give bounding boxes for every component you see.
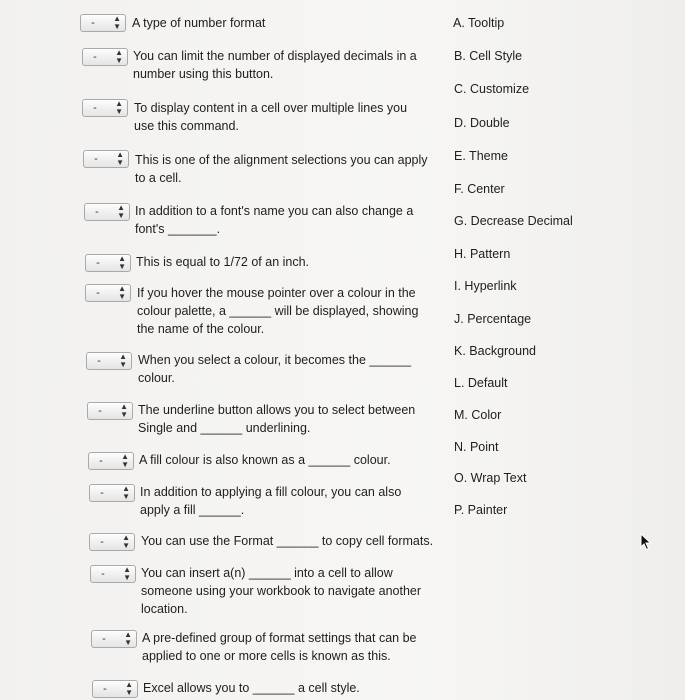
question-text: You can use the Format ______ to copy cell formats.: [141, 534, 434, 548]
answer-select[interactable]: - ▲ ▼: [83, 150, 129, 168]
updown-arrow-icon: ▲ ▼: [116, 150, 124, 167]
updown-arrow-icon: ▲ ▼: [115, 99, 123, 116]
option-item: L. Default: [454, 376, 508, 390]
mouse-cursor-icon: [640, 533, 652, 556]
updown-arrow-icon: ▲ ▼: [122, 533, 130, 550]
updown-arrow-icon: ▲ ▼: [125, 680, 133, 697]
option-item: K. Background: [454, 344, 536, 358]
answer-select[interactable]: - ▲ ▼: [89, 484, 135, 502]
updown-arrow-icon: ▲ ▼: [121, 452, 129, 469]
updown-arrow-icon: ▲ ▼: [118, 284, 126, 301]
option-item: E. Theme: [454, 149, 508, 163]
option-item: P. Painter: [454, 503, 508, 517]
option-item: I. Hyperlink: [454, 279, 517, 293]
question-text: A pre-defined group of format settings that can be applied to one or more cells is known as this.: [142, 631, 417, 663]
answer-select[interactable]: - ▲ ▼: [91, 630, 137, 648]
answer-select[interactable]: - ▲ ▼: [80, 14, 126, 32]
option-item: J. Percentage: [454, 312, 532, 326]
updown-arrow-icon: ▲ ▼: [119, 352, 127, 369]
option-item: G. Decrease Decimal: [454, 214, 573, 228]
option-item: F. Center: [454, 182, 505, 196]
question-text: To display content in a cell over multiple lines you use this command.: [134, 101, 408, 133]
option-item: O. Wrap Text: [454, 471, 527, 485]
question-text: You can limit the number of displayed decimals in a number using this button.: [133, 49, 417, 81]
option-item: C. Customize: [454, 82, 530, 96]
question-text: The underline button allows you to select between Single and ______ underlining.: [138, 403, 416, 435]
question-text: When you select a colour, it becomes the ______ colour.: [138, 353, 412, 385]
question-text: This is one of the alignment selections you can apply to a cell.: [135, 153, 428, 185]
option-item: D. Double: [454, 116, 510, 130]
question-text: This is equal to 1/72 of an inch.: [136, 255, 310, 269]
option-item: H. Pattern: [454, 247, 511, 261]
answer-select[interactable]: - ▲ ▼: [82, 48, 128, 66]
option-item: A. Tooltip: [453, 16, 505, 30]
updown-arrow-icon: ▲ ▼: [124, 630, 132, 647]
answer-select[interactable]: - ▲ ▼: [84, 203, 130, 221]
answer-select[interactable]: - ▲ ▼: [85, 254, 131, 272]
answer-select[interactable]: - ▲ ▼: [86, 352, 132, 370]
answer-select[interactable]: - ▲ ▼: [88, 452, 134, 470]
updown-arrow-icon: ▲ ▼: [118, 254, 126, 271]
question-text: A type of number format: [132, 16, 266, 30]
option-item: N. Point: [454, 440, 499, 454]
answer-select[interactable]: - ▲ ▼: [89, 533, 135, 551]
updown-arrow-icon: ▲ ▼: [113, 14, 121, 31]
question-text: Excel allows you to ______ a cell style.: [143, 681, 360, 695]
question-text: In addition to a font's name you can also change a font's _______.: [135, 204, 414, 236]
question-text: A fill colour is also known as a ______ colour.: [139, 453, 391, 467]
question-text: In addition to applying a fill colour, you can also apply a fill ______.: [140, 485, 402, 517]
updown-arrow-icon: ▲ ▼: [122, 484, 130, 501]
updown-arrow-icon: ▲ ▼: [123, 565, 131, 582]
question-text: You can insert a(n) ______ into a cell to allow someone using your workbook to navigate another location.: [141, 566, 422, 616]
updown-arrow-icon: ▲ ▼: [115, 48, 123, 65]
answer-select[interactable]: - ▲ ▼: [87, 402, 133, 420]
option-item: M. Color: [454, 408, 502, 422]
answer-select[interactable]: - ▲ ▼: [82, 99, 128, 117]
updown-arrow-icon: ▲ ▼: [120, 402, 128, 419]
question-text: If you hover the mouse pointer over a colour in the colour palette, a ______ will be displayed, showing the name of the colour.: [137, 286, 419, 336]
option-item: B. Cell Style: [454, 49, 523, 63]
updown-arrow-icon: ▲ ▼: [117, 203, 125, 220]
answer-select[interactable]: - ▲ ▼: [92, 680, 138, 698]
answer-select[interactable]: - ▲ ▼: [90, 565, 136, 583]
answer-select[interactable]: - ▲ ▼: [85, 284, 131, 302]
